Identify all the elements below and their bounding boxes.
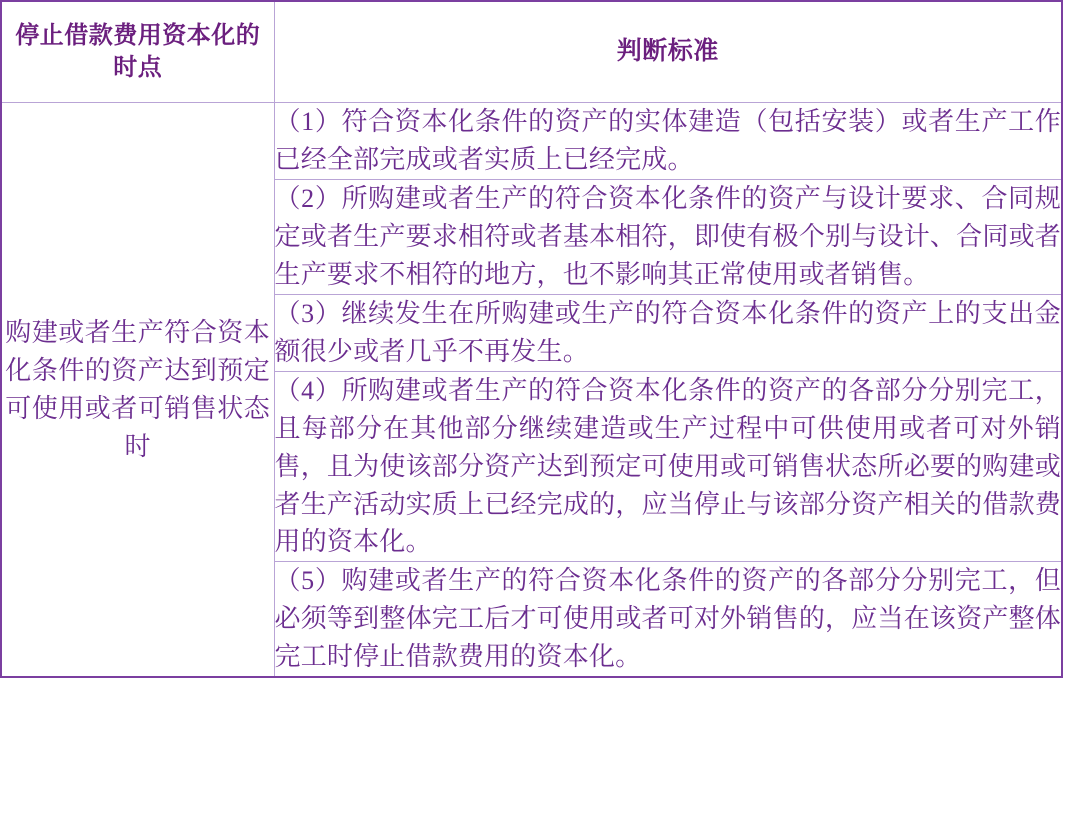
table-header [1, 1, 1062, 103]
row-stub-timing: 购建或者生产符合资本化条件的资产达到预定可使用或者可销售状态时 [1, 103, 274, 678]
column-header-timing: 停止借款费用资本化的时点 [1, 1, 274, 103]
criteria-item-2: （2）所购建或者生产的符合资本化条件的资产与设计要求、合同规定或者生产要求相符或者基本相符，即使有极个别与设计、合同或者生产要求不相符的地方，也不影响其正常使用或者销售。 [274, 179, 1062, 294]
column-header-criteria: 判断标准 [274, 1, 1062, 103]
criteria-item-5: （5）购建或者生产的符合资本化条件的资产的各部分分别完工，但必须等到整体完工后才可使用或者可对外销售的，应当在该资产整体完工时停止借款费用的资本化。 [274, 562, 1062, 677]
criteria-item-1: （1）符合资本化条件的资产的实体建造（包括安装）或者生产工作已经全部完成或者实质上已经完成。 [274, 103, 1062, 180]
table-header-row [1, 1, 1062, 103]
table-body [1, 103, 1062, 678]
criteria-item-3: （3）继续发生在所购建或生产的符合资本化条件的资产上的支出金额很少或者几乎不再发生。 [274, 294, 1062, 371]
criteria-item-4: （4）所购建或者生产的符合资本化条件的资产的各部分分别完工，且每部分在其他部分继续建造或生产过程中可供使用或者可对外销售，且为使该部分资产达到预定可使用或可销售状态所必要的购建或者生产活动实质上已经完成的，应当停止与该部分资产相关的借款费用的资本化。 [274, 371, 1062, 562]
table-row [1, 103, 1062, 180]
